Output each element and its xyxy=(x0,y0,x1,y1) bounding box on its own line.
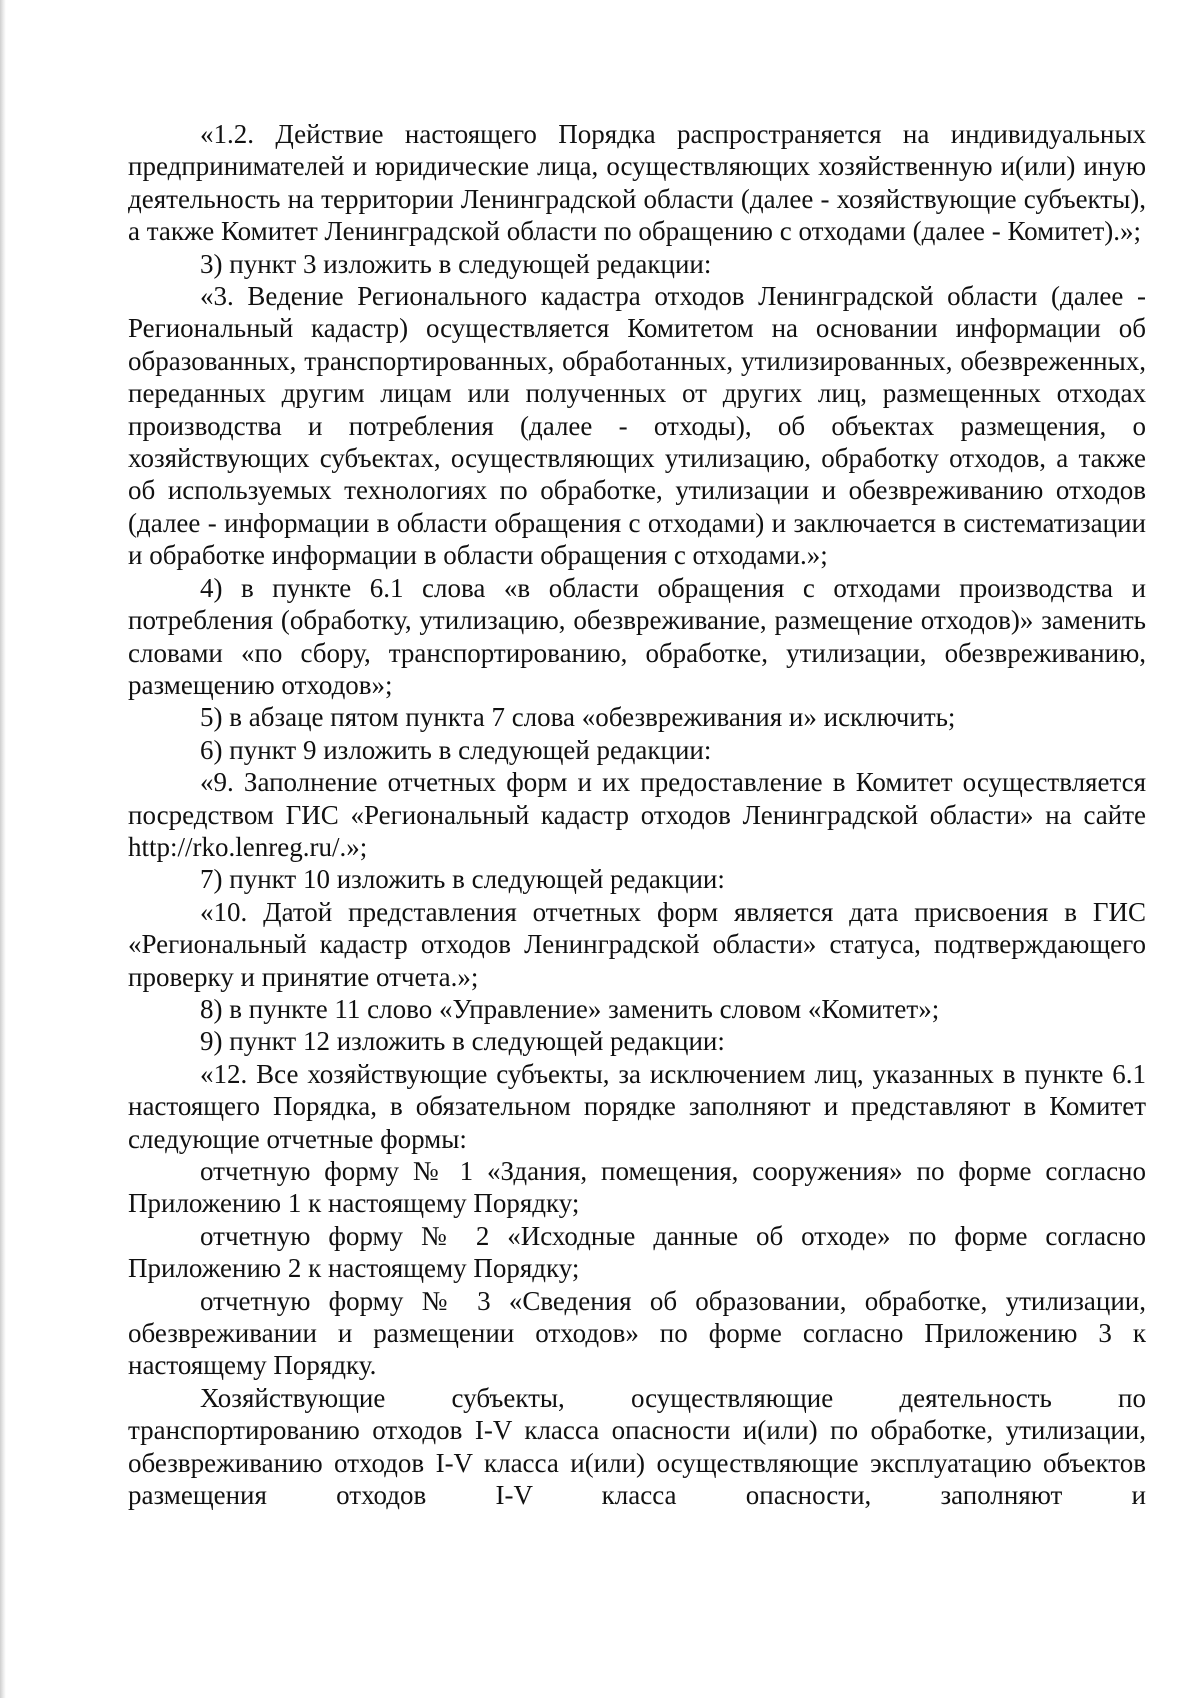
paragraph-form-2: отчетную форму № 2 «Исходные данные об отходе» по форме согласно Приложению 2 к настоящему Порядку; xyxy=(128,1220,1146,1284)
paragraph-3-text: «3. Ведение Регионального кадастра отходов Ленинградской области (далее - Региональный кадастр) осуществляется Комитетом на основании информации об образованных, транспортированных, обработанных, утилизированных, обезвреженных, переданных другим лицам или полученных от других лиц, размещенных отходах производства и потребления (далее - отходы), об объектах размещения, о хозяйствующих субъектах, осуществляющих утилизацию, обработку отходов, а также об используемых технологиях по обработке, утилизации и обезвреживанию отходов (далее - информации в области обращения с отходами) и заключается в систематизации и обработке информации в области обращения с отходами.»; xyxy=(128,281,1146,571)
paragraph-item-5: 5) в абзаце пятом пункта 7 слова «обезвреживания и» исключить; xyxy=(200,702,956,733)
paragraph-item-6-heading: 6) пункт 9 изложить в следующей редакции: xyxy=(200,734,712,765)
paragraph-form-3: отчетную форму № 3 «Сведения об образовании, обработке, утилизации, обезвреживании и размещении отходов» по форме согласно Приложению 3 к настоящему Порядку. xyxy=(128,1285,1146,1381)
document-page xyxy=(128,118,1146,1511)
paragraph-1-2: «1.2. Действие настоящего Порядка распространяется на индивидуальных предпринимателей и юридические лица, осуществляющих хозяйственную и(или) иную деятельность на территории Ленинградской области (далее - хозяйствующие субъекты), а также Комитет Ленинградской области по обращению с отходами (далее - Комитет).»; xyxy=(128,119,1146,247)
paragraph-form-1: отчетную форму № 1 «Здания, помещения, сооружения» по форме согласно Приложению 1 к настоящему Порядку; xyxy=(128,1156,1146,1219)
paragraph-item-8: 8) в пункте 11 слово «Управление» заменить словом «Комитет»; xyxy=(200,993,940,1024)
paragraph-item-9-heading: 9) пункт 12 изложить в следующей редакции: xyxy=(200,1026,725,1057)
paragraph-9-text: «9. Заполнение отчетных форм и их предоставление в Комитет осуществляется посредством ГИС «Региональный кадастр отходов Ленинградской области» на сайте http://rko.lenreg.ru/.»; xyxy=(128,767,1146,862)
scan-edge-shadow xyxy=(0,0,6,1698)
paragraph-item-7-heading: 7) пункт 10 изложить в следующей редакции: xyxy=(200,864,725,895)
paragraph-item-4: 4) в пункте 6.1 слова «в области обращения с отходами производства и потребления (обработку, утилизацию, обезвреживание, размещение отходов)» заменить словами «по сбору, транспортированию, обработке, утилизации, обезвреживанию, размещению отходов»; xyxy=(128,572,1146,700)
paragraph-item-3-heading: 3) пункт 3 изложить в следующей редакции: xyxy=(200,248,712,279)
paragraph-10-text: «10. Датой представления отчетных форм является дата присвоения в ГИС «Региональный кадастр отходов Ленинградской области» статуса, подтверждающего проверку и принятие отчета.»; xyxy=(128,896,1146,992)
paragraph-hozyaystvuyushchie: Хозяйствующие субъекты, осуществляющие деятельность по транспортированию отходов I-V класса опасности и(или) по обработке, утилизации, обезвреживанию отходов I-V класса и(или) осуществляющие эксплуатацию объектов размещения отходов I-V класса опасности, заполняют и xyxy=(128,1382,1146,1511)
paragraph-12-text: «12. Все хозяйствующие субъекты, за исключением лиц, указанных в пункте 6.1 настоящего Порядка, в обязательном порядке заполняют и представляют в Комитет следующие отчетные формы: xyxy=(128,1058,1146,1154)
